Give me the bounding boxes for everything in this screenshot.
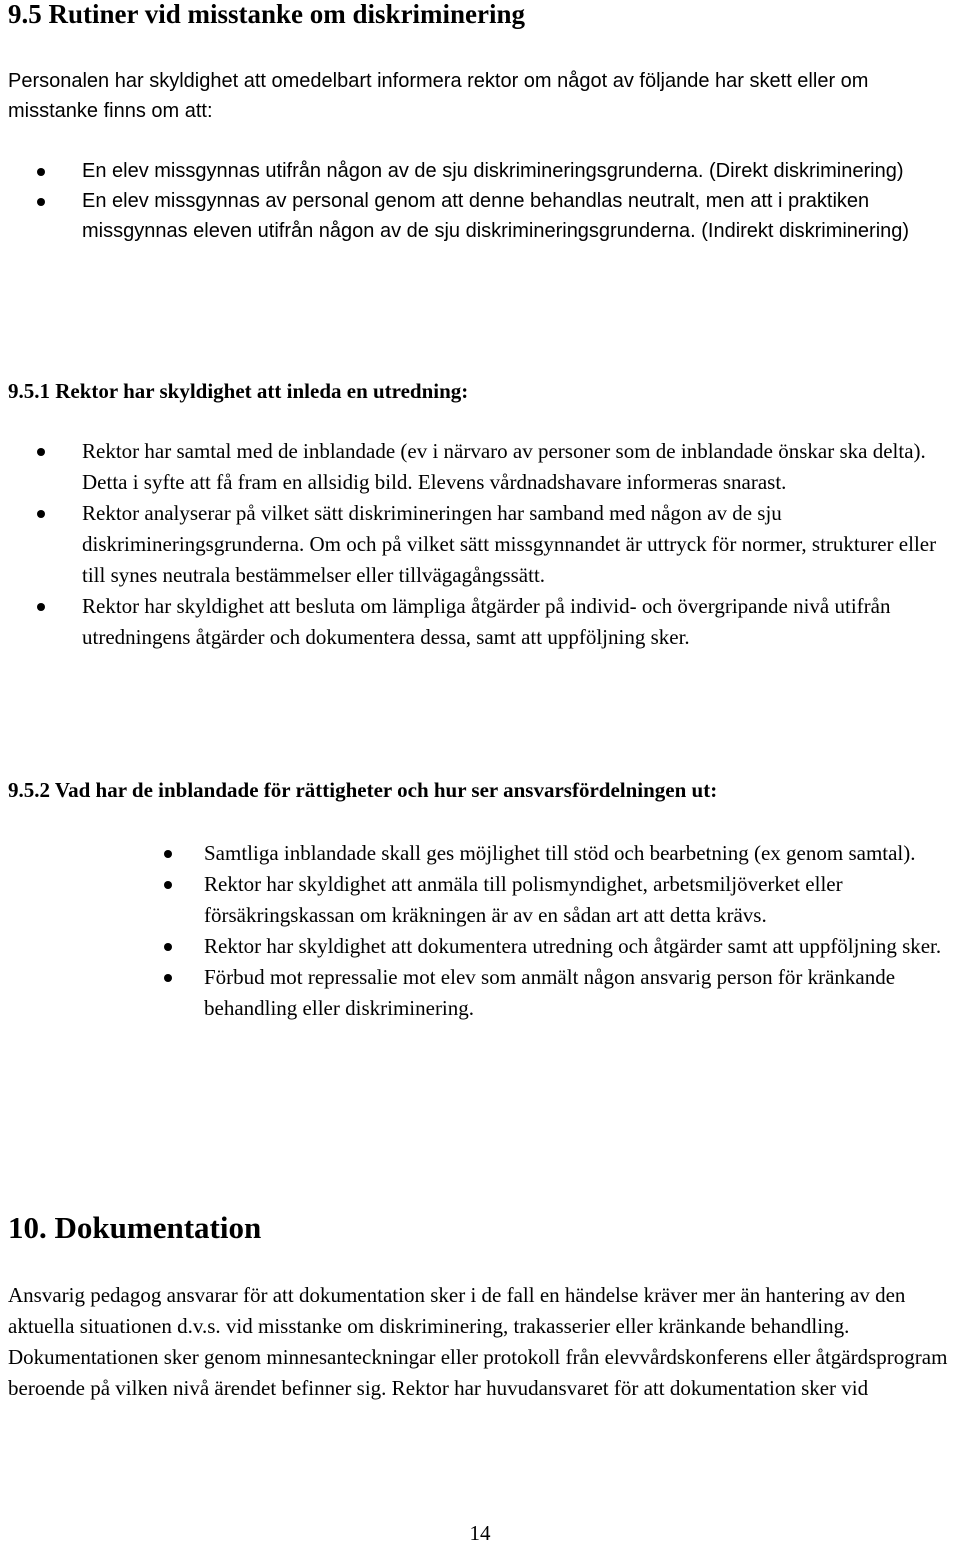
list-item: Rektor har samtal med de inblandade (ev i närvaro av personer som de inblandade önskar ska delta). Detta i syfte att få fram en allsidig bild. Elevens vårdnadshavare informeras snarast. bbox=[82, 436, 956, 498]
intro-paragraph: Personalen har skyldighet att omedelbart informera rektor om något av följande har skett eller om misstanke finns om att: bbox=[8, 70, 869, 122]
list-item: En elev missgynnas av personal genom att denne behandlas neutralt, men att i praktiken missgynnas eleven utifrån någon av de sju diskrimineringsgrunderna. (Indirekt diskriminering) bbox=[82, 186, 952, 246]
list-item: Samtliga inblandade skall ges möjlighet till stöd och bearbetning (ex genom samtal). bbox=[204, 838, 956, 869]
section-heading-9-5: 9.5 Rutiner vid misstanke om diskriminering bbox=[8, 0, 526, 29]
utredning-list bbox=[82, 436, 956, 653]
list-item: Rektor har skyldighet att besluta om lämpliga åtgärder på individ- och övergripande nivå utifrån utredningens åtgärder och dokumentera dessa, samt att uppföljning sker. bbox=[82, 591, 956, 653]
section-heading-9-5-2: 9.5.2 Vad har de inblandade för rättigheter och hur ser ansvarsfördelningen ut: bbox=[8, 778, 718, 802]
list-item: Rektor har skyldighet att dokumentera utredning och åtgärder samt att uppföljning sker. bbox=[204, 931, 956, 962]
list-item: Förbud mot repressalie mot elev som anmält någon ansvarig person för kränkande behandling eller diskriminering. bbox=[204, 962, 956, 1024]
list-item: Rektor analyserar på vilket sätt diskrimineringen har samband med någon av de sju diskrimineringsgrunderna. Om och på vilket sätt missgynnandet är uttryck för normer, strukturer eller till synes neutrala bestämmelser eller tillvägagångssätt. bbox=[82, 498, 956, 591]
dokumentation-paragraph: Ansvarig pedagog ansvarar för att dokumentation sker i de fall en händelse kräver mer än hantering av den aktuella situationen d.v.s. vid misstanke om diskriminering, trakasserier eller kränkande behandling. Dokumentationen sker genom minnesanteckningar eller protokoll från elevvårdskonferens eller åtgärdsprogram beroende på vilken nivå ärendet befinner sig. Rektor har huvudansvaret för att dokumentation sker vid bbox=[8, 1283, 948, 1400]
list-item: En elev missgynnas utifrån någon av de sju diskrimineringsgrunderna. (Direkt diskriminering) bbox=[82, 156, 952, 186]
section-heading-10: 10. Dokumentation bbox=[8, 1210, 262, 1245]
list-item: Rektor har skyldighet att anmäla till polismyndighet, arbetsmiljöverket eller försäkringskassan om kräkningen är av en sådan art att detta krävs. bbox=[204, 869, 956, 931]
page-number: 14 bbox=[469, 1521, 491, 1545]
misstanke-list bbox=[82, 156, 952, 246]
section-heading-9-5-1: 9.5.1 Rektor har skyldighet att inleda en utredning: bbox=[8, 379, 469, 403]
rattigheter-list bbox=[204, 838, 956, 1024]
